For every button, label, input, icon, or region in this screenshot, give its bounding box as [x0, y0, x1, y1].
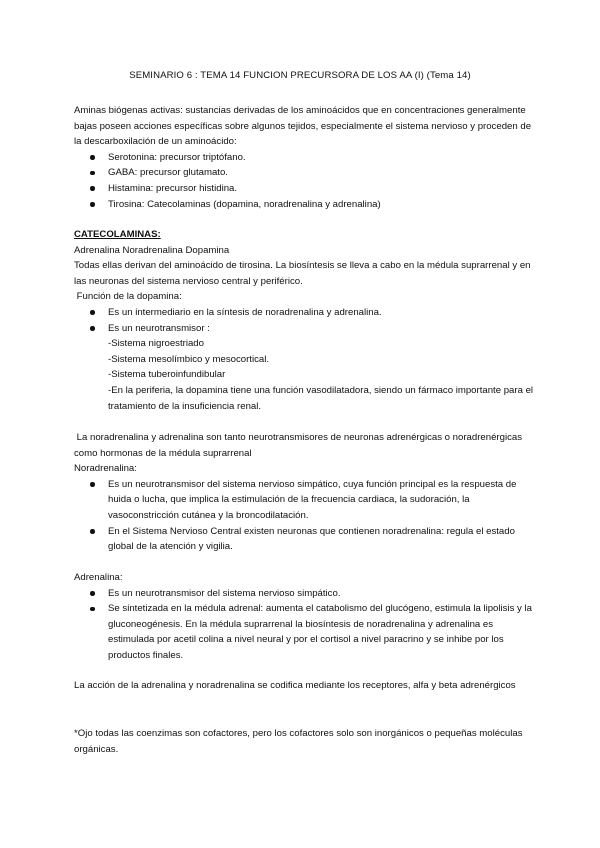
list-item: Se sintetizada en la médula adrenal: aumenta el catabolismo del glucógeno, estimula la lipolisis y la gluconeogénesis. En la médula suprarrenal la biosíntesis de noradrenalina y adrenalina es estimulada por acetil colina a nivel neural y por el cortisol a nivel paracrino y se inhibe por los productos finales. [74, 601, 534, 663]
adrenalina-list [74, 586, 534, 664]
noradrenalina-intro: La noradrenalina y adrenalina son tanto neurotransmisores de neuronas adrenérgicas o noradrenérgicas como hormonas de la médula suprarrenal [74, 432, 525, 459]
dopamina-sub-item: -Sistema nigroestriado [108, 338, 204, 350]
catecolaminas-paragraph: Todas ellas derivan del aminoácido de tirosina. La biosíntesis se lleva a cabo en la médula suprarrenal y en las neuronas del sistema nervioso central y periférico. [74, 260, 531, 287]
list-item: Tirosina: Catecolaminas (dopamina, noradrenalina y adrenalina) [74, 197, 534, 213]
dopamina-sub-item: -Sistema tuberoinfundibular [108, 369, 226, 381]
intro-section [74, 103, 534, 212]
noradrenalina-label: Noradrenalina: [74, 463, 137, 475]
section-heading: CATECOLAMINAS: [74, 229, 161, 240]
amine-list [74, 150, 534, 212]
noradrenalina-section [74, 430, 534, 555]
list-item: Es un neurotransmisor del sistema nervioso simpático. [74, 586, 534, 602]
dopamina-list [74, 305, 534, 336]
list-item: Histamina: precursor histidina. [74, 181, 534, 197]
list-item: Es un intermediario en la síntesis de noradrenalina y adrenalina. [74, 305, 534, 321]
list-item: En el Sistema Nervioso Central existen neuronas que contienen noradrenalina: regula el estado global de la atención y vigilia. [74, 524, 534, 555]
footnote: *Ojo todas las coenzimas son cofactores, pero los cofactores solo son inorgánicos o pequeñas moléculas orgánicas. [74, 728, 523, 755]
list-item: Es un neurotransmisor del sistema nervioso simpático, cuya función principal es la respuesta de huida o lucha, que implica la estimulación de la frecuencia cardiaca, la sudoración, la vasoconstricción cutánea y la broncodilatación. [74, 477, 534, 524]
document-title: SEMINARIO 6 : TEMA 14 FUNCION PRECURSORA DE LOS AA (I) (Tema 14) [129, 70, 471, 81]
list-item: Es un neurotransmisor : [74, 321, 534, 337]
list-item: Serotonina: precursor triptófano. [74, 150, 534, 166]
list-item: GABA: precursor glutamato. [74, 165, 534, 181]
noradrenalina-list [74, 477, 534, 555]
receptores-paragraph: La acción de la adrenalina y noradrenalina se codifica mediante los receptores, alfa y beta adrenérgicos [74, 680, 516, 691]
dopamina-sub-item: -En la periferia, la dopamina tiene una función vasodilatadora, siendo un fármaco importante para el tratamiento de la insuficiencia renal. [108, 384, 534, 412]
catecolaminas-section [74, 227, 534, 414]
adrenalina-label: Adrenalina: [74, 572, 123, 583]
dopamina-sub-item: -Sistema mesolímbico y mesocortical. [108, 353, 270, 365]
intro-paragraph: Aminas biógenas activas: sustancias derivadas de los aminoácidos que en concentraciones generalmente bajas poseen acciones específicas sobre algunos tejidos, especialmente el sistema nervioso y proceden de la descarboxilación de un aminoácido: [74, 105, 532, 148]
adrenalina-section [74, 570, 534, 664]
catecolaminas-names: Adrenalina Noradrenalina Dopamina [74, 244, 230, 256]
dopamina-label: Función de la dopamina: [74, 291, 182, 303]
